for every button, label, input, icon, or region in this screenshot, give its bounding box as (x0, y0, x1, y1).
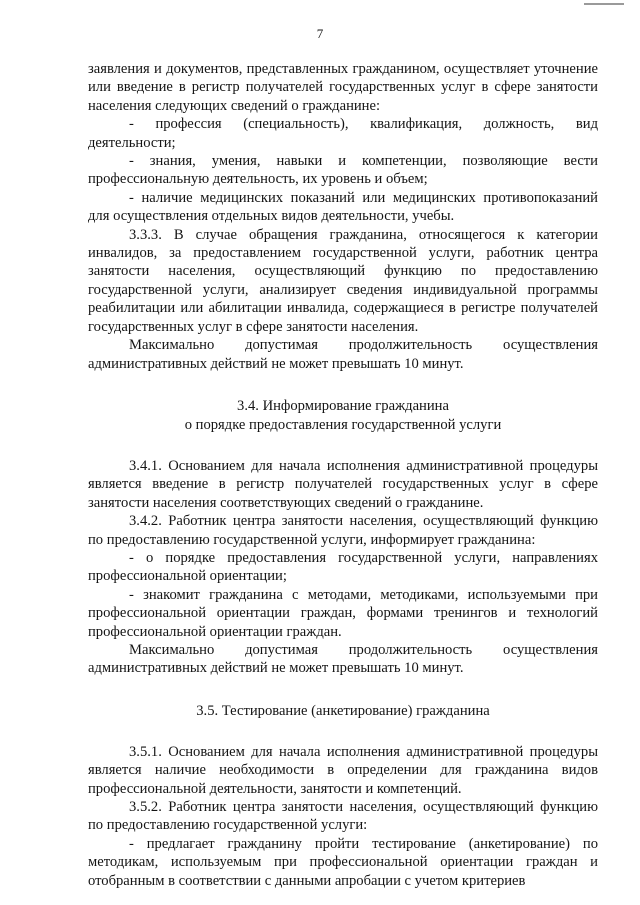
document-body (88, 60, 598, 890)
section-heading-3-5: 3.5. Тестирование (анкетирование) гражданина (196, 702, 490, 719)
paragraph-3-3-3: 3.3.3. В случае обращения гражданина, относящегося к категории инвалидов, за предоставлением государственной услуги, работник центра занятости населения, осуществляющий функцию по предоставлению государственной услуги, анализирует сведения индивидуальной программы реабилитации или абилитации инвалида, содержащиеся в регистре получателей государственных услуг в сфере занятости населения. (88, 226, 598, 335)
section-heading-3-4-line1: 3.4. Информирование гражданина (237, 397, 449, 414)
section-heading-3-4-line2: о порядке предоставления государственной услуги (184, 416, 502, 433)
list-item-medical: - наличие медицинских показаний или медицинских противопоказаний для осуществления отдельных видов деятельности, учебы. (88, 189, 598, 225)
section-heading-3-4 (88, 397, 598, 435)
page-number: 7 (316, 26, 324, 41)
list-item-skills: - знания, умения, навыки и компетенции, позволяющие вести профессиональную деятельность, их уровень и объем; (88, 153, 598, 188)
paragraph-3-5-1: 3.5.1. Основанием для начала исполнения административной процедуры является наличие необходимости в определении для гражданина видов профессиональной деятельности, занятости и компетенций. (88, 743, 598, 797)
paragraph-3-5-2: 3.5.2. Работник центра занятости населения, осуществляющий функцию по предоставлению государственной услуги: (88, 799, 598, 834)
paragraph-continuation: заявления и документов, представленных гражданином, осуществляет уточнение или введение в регистр получателей государственных услуг в сфере занятости населения следующих сведений о гражданине: (88, 61, 598, 114)
paragraph-3-4-1: 3.4.1. Основанием для начала исполнения административной процедуры является введение в регистр получателей государственных услуг в сфере занятости населения соответствующих сведений о гражданине. (88, 457, 598, 511)
list-item-profession: - профессия (специальность), квалификация, должность, вид деятельности; (88, 116, 598, 151)
paragraph-duration-limit: Максимально допустимая продолжительность осуществления административных действий не может превышать 10 минут. (88, 337, 598, 372)
list-item-procedure: - о порядке предоставления государственной услуги, направлениях профессиональной ориентации; (88, 549, 598, 585)
paragraph-duration-limit: Максимально допустимая продолжительность осуществления административных действий не может превышать 10 минут. (88, 641, 598, 677)
paragraph-3-4-2: 3.4.2. Работник центра занятости населения, осуществляющий функцию по предоставлению государственной услуги, информирует гражданина: (88, 513, 598, 548)
corner-rule-mark (584, 3, 624, 5)
list-item-testing: - предлагает гражданину пройти тестирование (анкетирование) по методикам, используемым при профессиональной ориентации граждан и отобранным в соответствии с данными апробации с учетом критериев (88, 835, 598, 889)
list-item-methods: - знакомит гражданина с методами, методиками, используемыми при профессиональной ориентации граждан, формами тренингов и технологий профессиональной ориентации граждан. (88, 586, 598, 640)
